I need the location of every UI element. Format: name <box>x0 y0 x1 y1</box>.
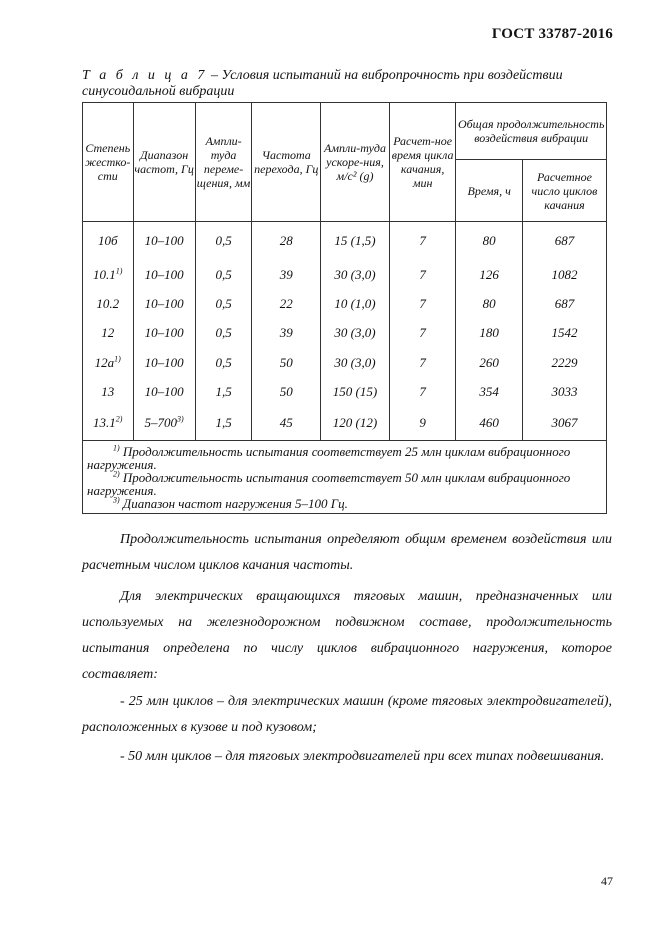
table-row <box>83 289 607 318</box>
table-row <box>83 348 607 377</box>
table-cell-acc: 15 (1,5) <box>321 222 390 261</box>
table-cell-range: 10–100 <box>133 289 195 318</box>
table-cell-range: 10–100 <box>133 260 195 289</box>
table-cell-sweep: 7 <box>389 378 456 407</box>
header-total-duration: Общая продолжительность воздействия вибрации <box>456 103 607 160</box>
table-cell-cycles: 2229 <box>522 348 606 377</box>
table-cell-acc: 120 (12) <box>321 407 390 441</box>
body-paragraph: - 50 млн циклов – для тяговых электродвигателей при всех типах подвешивания. <box>120 749 605 764</box>
table-cell-time: 260 <box>456 348 523 377</box>
table-cell-amp: 1,5 <box>195 407 252 441</box>
table-cell-sweep: 7 <box>389 260 456 289</box>
table-cell-freq: 22 <box>252 289 321 318</box>
table-cell-degree: 13 <box>83 378 134 407</box>
table-cell-amp: 0,5 <box>195 260 252 289</box>
document-id: ГОСТ 33787-2016 <box>491 26 613 42</box>
table-cell-degree: 12 <box>83 319 134 348</box>
table-cell-time: 80 <box>456 289 523 318</box>
table-cell-cycles: 687 <box>522 289 606 318</box>
table-cell-freq: 39 <box>252 319 321 348</box>
table-row <box>83 378 607 407</box>
table-cell-cycles: 1082 <box>522 260 606 289</box>
table-cell-amp: 0,5 <box>195 289 252 318</box>
table-cell-sweep: 7 <box>389 289 456 318</box>
table-cell-degree: 10.1$^{1)}$ <box>83 260 134 289</box>
table-cell-time: 126 <box>456 260 523 289</box>
table-cell-range: 10–100 <box>133 222 195 261</box>
table-cell-sweep: 9 <box>389 407 456 441</box>
table-cell-sweep: 7 <box>389 348 456 377</box>
table-cell-range: 10–100 <box>133 378 195 407</box>
table-note: $^{1)}$ Продолжительность испытания соответствует 25 млн циклам вибрационного нагружения. <box>87 443 571 472</box>
header-sweep-time: Расчет-ное время цикла качания, мин <box>389 103 456 222</box>
table-cell-freq: 39 <box>252 260 321 289</box>
table-cell-acc: 30 (3,0) <box>321 319 390 348</box>
table-cell-cycles: 1542 <box>522 319 606 348</box>
table-cell-amp: 0,5 <box>195 222 252 261</box>
table-cell-freq: 50 <box>252 348 321 377</box>
table-cell-sweep: 7 <box>389 222 456 261</box>
table-cell-time: 354 <box>456 378 523 407</box>
table-row <box>83 260 607 289</box>
page-number: 47 <box>601 874 613 888</box>
table-cell-degree: 10.2 <box>83 289 134 318</box>
table-caption <box>82 68 612 100</box>
header-amp-acceleration: Ампли-туда ускоре-ния, м/с² (g) <box>321 103 390 222</box>
table-cell-freq: 50 <box>252 378 321 407</box>
table-cell-amp: 0,5 <box>195 319 252 348</box>
table-cell-degree: 13.1$^{2)}$ <box>83 407 134 441</box>
table-row <box>83 319 607 348</box>
table-cell-sweep: 7 <box>389 319 456 348</box>
table-row <box>83 222 607 261</box>
header-degree: Степень жестко-сти <box>83 103 134 222</box>
header-cycles: Расчетное число циклов качания <box>522 160 606 222</box>
header-time: Время, ч <box>456 160 523 222</box>
table-caption-text: – Условия испытаний на вибропрочность при воздействии синусоидальной вибрации <box>82 68 563 99</box>
table-cell-acc: 150 (15) <box>321 378 390 407</box>
table-note: $^{3)}$ Диапазон частот нагружения 5–100 Гц. <box>113 495 348 511</box>
table-cell-cycles: 3033 <box>522 378 606 407</box>
table-cell-range: 10–100 <box>133 319 195 348</box>
table-cell-range: 10–100 <box>133 348 195 377</box>
table-cell-freq: 28 <box>252 222 321 261</box>
table-cell-cycles: 3067 <box>522 407 606 441</box>
table-cell-amp: 0,5 <box>195 348 252 377</box>
body-paragraph: Для электрических вращающихся тяговых машин, предназначенных или используемых на железнодорожном подвижном составе, продолжительность испытания определена по числу циклов вибрационного нагружения, которое составляет: <box>82 589 612 682</box>
table-cell-acc: 10 (1,0) <box>321 289 390 318</box>
table-cell-freq: 45 <box>252 407 321 441</box>
table-cell-degree: $12а^{1)}$ <box>83 348 134 377</box>
body-paragraph: - 25 млн циклов – для электрических машин (кроме тяговых электродвигателей), расположенных в кузове и под кузовом; <box>82 694 612 735</box>
table-cell-range: 5–700$^{3)}$ <box>133 407 195 441</box>
table-cell-time: 460 <box>456 407 523 441</box>
table-row <box>83 407 607 441</box>
table-caption-label: Т а б л и ц а 7 <box>82 68 208 83</box>
table-cell-time: 80 <box>456 222 523 261</box>
header-transition-frequency: Частота перехода, Гц <box>252 103 321 222</box>
table-cell-acc: 30 (3,0) <box>321 348 390 377</box>
table-cell-time: 180 <box>456 319 523 348</box>
table-note: $^{2)}$ Продолжительность испытания соответствует 50 млн циклам вибрационного нагружения. <box>87 469 571 498</box>
body-paragraph: Продолжительность испытания определяют общим временем воздействия или расчетным числом циклов качания частоты. <box>82 532 612 573</box>
header-amp-displacement: Ампли-туда переме-щения, мм <box>195 103 252 222</box>
table-notes <box>83 440 607 513</box>
table-cell-degree: 10б <box>83 222 134 261</box>
table-cell-acc: 30 (3,0) <box>321 260 390 289</box>
table-cell-cycles: 687 <box>522 222 606 261</box>
table-cell-amp: 1,5 <box>195 378 252 407</box>
header-range: Диапазон частот, Гц <box>133 103 195 222</box>
vibration-test-table <box>82 102 607 514</box>
